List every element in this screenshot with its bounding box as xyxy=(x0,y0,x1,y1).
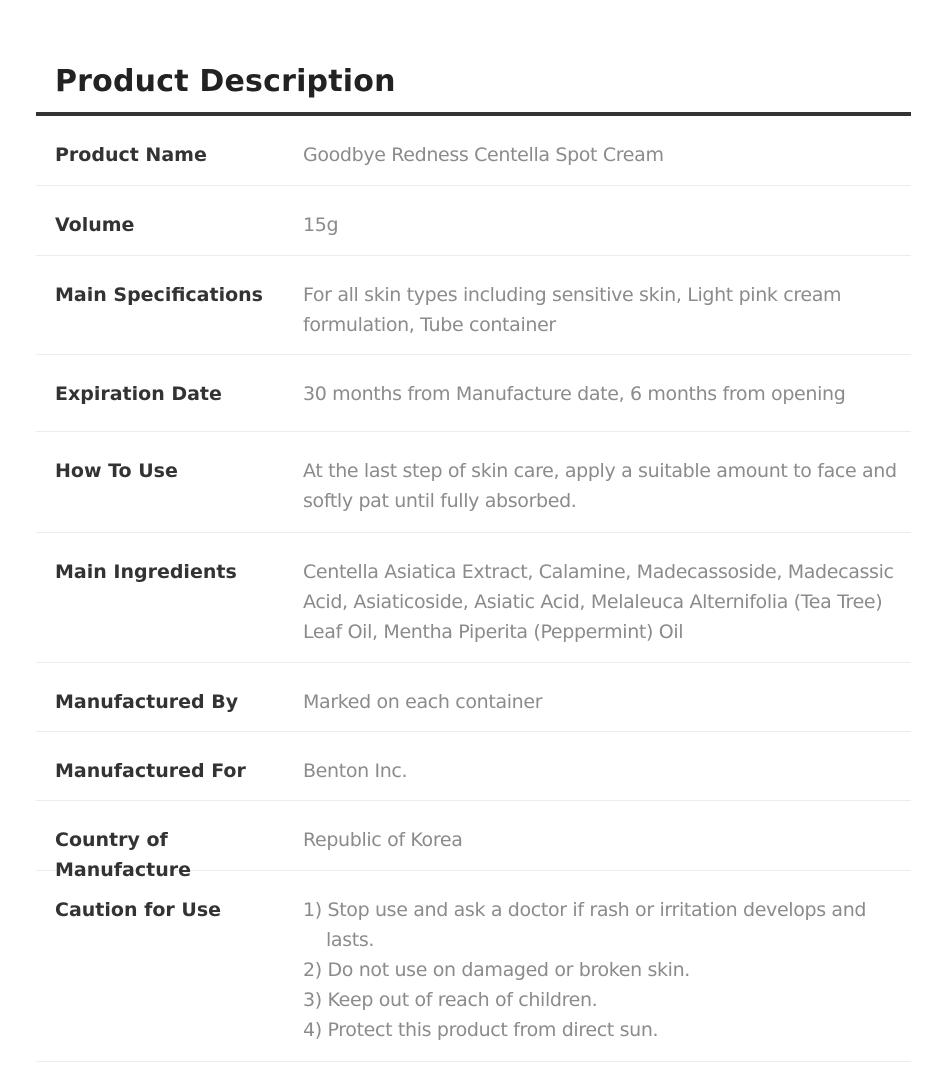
row-label: Volume xyxy=(55,214,135,236)
row-value: Goodbye Redness Centella Spot Cream xyxy=(303,144,664,166)
row-value: 15g xyxy=(303,214,339,236)
caution-item: 1) Stop use and ask a doctor if rash or irritation develops and lasts. xyxy=(303,899,867,951)
row-label: Main Specifications xyxy=(55,284,263,306)
row-label: Manufactured For xyxy=(55,760,246,782)
row-country-of-manufacture xyxy=(36,801,911,881)
row-label: Caution for Use xyxy=(55,899,222,921)
row-main-ingredients xyxy=(36,533,911,663)
caution-item: 4) Protect this product from direct sun. xyxy=(303,1019,659,1041)
row-label: Country of Manufacture xyxy=(55,829,191,881)
row-label: Product Name xyxy=(55,144,207,166)
row-how-to-use xyxy=(36,432,911,533)
caution-item: 2) Do not use on damaged or broken skin. xyxy=(303,959,690,981)
row-label: Main Ingredients xyxy=(55,561,237,583)
row-value xyxy=(303,895,911,1061)
row-value: Centella Asiatica Extract, Calamine, Madecassoside, Madecassic Acid, Asiaticoside, Asiatic Acid, Melaleuca Alternifolia (Tea Tree) Leaf Oil, Mentha Piperita (Peppermint) Oil xyxy=(303,561,894,643)
row-manufactured-by xyxy=(36,663,911,732)
row-label: Manufactured By xyxy=(55,691,239,713)
row-value: Marked on each container xyxy=(303,691,543,713)
row-value: 30 months from Manufacture date, 6 months from opening xyxy=(303,383,846,405)
row-value: Republic of Korea xyxy=(303,829,463,851)
row-value: For all skin types including sensitive skin, Light pink cream formulation, Tube container xyxy=(303,284,842,336)
caution-item: 3) Keep out of reach of children. xyxy=(303,989,598,1011)
row-manufactured-for xyxy=(36,732,911,801)
row-volume xyxy=(36,186,911,256)
row-caution-for-use xyxy=(36,871,911,1062)
row-product-name xyxy=(36,116,911,186)
section-title: Product Description xyxy=(55,64,396,99)
row-value: At the last step of skin care, apply a suitable amount to face and softly pat until fully absorbed. xyxy=(303,460,897,512)
row-expiration-date xyxy=(36,355,911,432)
row-label: Expiration Date xyxy=(55,383,222,405)
row-value: Benton Inc. xyxy=(303,760,408,782)
caution-list xyxy=(303,895,911,1045)
row-main-specifications xyxy=(36,256,911,355)
row-label: How To Use xyxy=(55,460,178,482)
product-description-section xyxy=(36,62,911,1062)
